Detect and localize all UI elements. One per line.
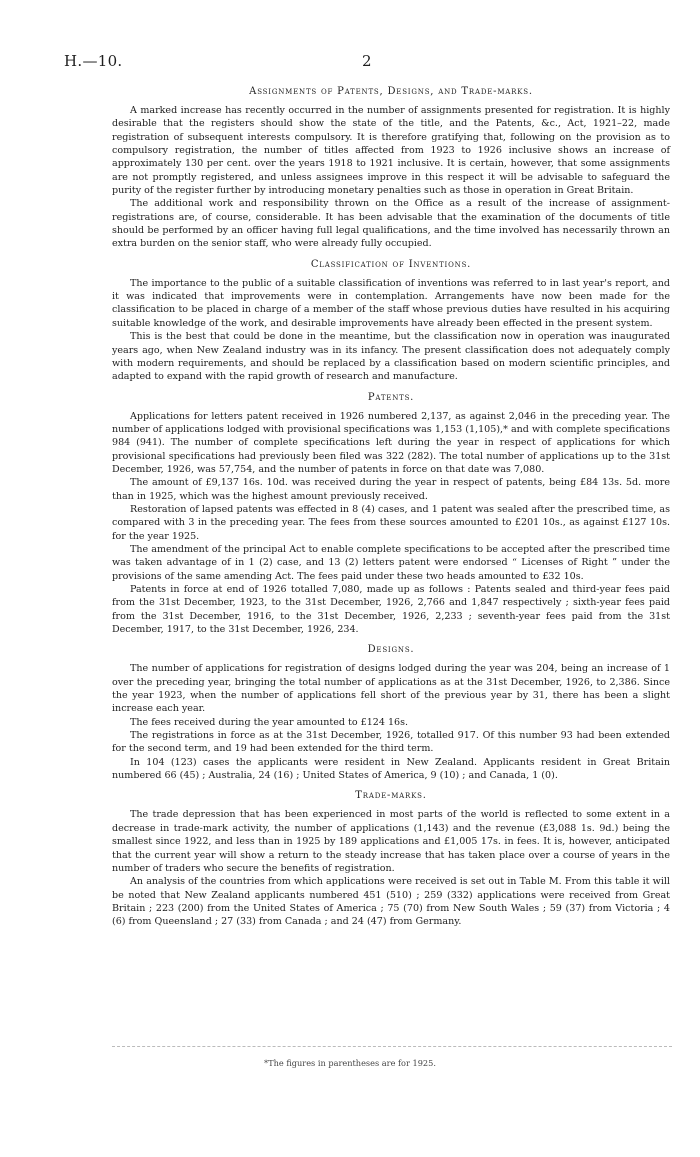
section-trade-marks — [112, 790, 670, 928]
paragraph: The number of applications for registration of designs lodged during the year was 204, being an increase of 1 over the preceding year, bringing the total number of applications as at the 31st December, 1926, to 2,386. Since the year 1923, when the number of applications fell short of the previous year by 31, there has been a slight increase each year. — [112, 663, 670, 715]
paragraph: The amount of £9,137 16s. 10d. was received during the year in respect of patents, being £84 13s. 5d. more than in 1925, which was the highest amount previously received. — [112, 477, 670, 502]
paragraph: Applications for letters patent received in 1926 numbered 2,137, as against 2,046 in the preceding year. The number of applications lodged with provisional specifications was 1,153 (1,105),* and with complete specifications 984 (941). The number of complete specifications left during the year in respect of applications for which provisional specifications had previously been filed was 322 (282). The total number of applications up to the 31st December, 1926, was 57,754, and the number of patents in force on that date was 7,080. — [112, 410, 670, 475]
section-heading: Trade-marks. — [355, 790, 427, 802]
section-designs — [112, 644, 670, 782]
paragraph: Patents in force at end of 1926 totalled 7,080, made up as follows : Patents sealed and third-year fees paid from the 31st December, 1923, to the 31st December, 1926, 2,766 and 1,847 respectively ; sixth-year fees paid from the 31st December, 1916, to the 31st December, 1926, 2,233 ; seventh-year fees paid from the 31st December, 1917, to the 31st December, 1926, 234. — [112, 584, 670, 636]
footnote-divider — [112, 1046, 672, 1047]
section-heading: Classification of Inventions. — [310, 258, 472, 270]
footnote: *The figures in parentheses are for 1925. — [264, 1058, 436, 1068]
paragraph: A marked increase has recently occurred in the number of assignments presented for registration. It is highly desirable that the registers should show the state of the title, and the Patents, &c., Act, 1921–22, made registration of subsequent interests compulsory. It is therefore gratifying that, following on the provision as to compulsory registration, the number of titles affected from 1923 to 1926 inclusive shows an increase of approximately 130 per cent. over the years 1918 to 1921 inclusive. It is certain, however, that some assignments are not promptly registered, and unless assignees improve in this respect it will be advisable to safeguard the purity of the register further by introducing monetary penalties such as those in operation in Great Britain. — [112, 105, 670, 197]
paragraph: The trade depression that has been experienced in most parts of the world is reflected to some extent in a decrease in trade-mark activity, the number of applications (1,143) and the revenue (£3,088 1s. 9d.) being the smallest since 1922, and less than in 1925 by 189 applications and £1,005 17s. in fees. It is, however, anticipated that the current year will show a return to the steady increase that has taken place over a course of years in the number of traders who secure the benefits of registration. — [112, 809, 670, 874]
section-classification — [112, 259, 670, 384]
paragraph: In 104 (123) cases the applicants were resident in New Zealand. Applicants resident in Great Britain numbered 66 (45) ; Australia, 24 (16) ; United States of America, 9 (10) ; and Canada, 1 (0). — [112, 756, 670, 782]
page-number: 2 — [362, 52, 372, 70]
paragraph: The registrations in force as at the 31st December, 1926, totalled 917. Of this number 93 had been extended for the second term, and 19 had been extended for the third term. — [112, 730, 670, 755]
section-heading: Designs. — [367, 644, 415, 656]
paragraph: The amendment of the principal Act to enable complete specifications to be accepted after the prescribed time was taken advantage of in 1 (2) case, and 13 (2) letters patent were endorsed “ Licenses of Right ” under the provisions of the same amending Act. The fees paid under these two heads amounted to £32 10s. — [112, 543, 670, 582]
paragraph: The additional work and responsibility thrown on the Office as a result of the increase of assignment-registrations are, of course, considerable. It has been advisable that the examination of the documents of title should be performed by an officer having full legal qualifications, and the time involved has necessarily thrown an extra burden on the senior staff, who were already fully occupied. — [112, 198, 670, 250]
section-assignments — [112, 86, 670, 251]
section-patents — [112, 392, 670, 637]
paragraph: The fees received during the year amounted to £124 16s. — [130, 716, 409, 728]
paragraph: The importance to the public of a suitable classification of inventions was referred to in last year's report, and it was indicated that improvements were in contemplation. Arrangements have now been made for the classification to be placed in charge of a member of the staff whose previous duties have resulted in his acquiring suitable knowledge of the work, and desirable improvements have already been effected in the present system. — [112, 277, 670, 329]
paragraph: An analysis of the countries from which applications were received is set out in Table M. From this table it will be noted that New Zealand applicants numbered 451 (510) ; 259 (332) applications were received from Great Britain ; 223 (200) from the United States of America ; 75 (70) from New South Wales ; 59 (37) from Victoria ; 4 (6) from Queensland ; 27 (33) from Canada ; and 24 (47) from Germany. — [112, 876, 670, 928]
paragraph: This is the best that could be done in the meantime, but the classification now in operation was inaugurated years ago, when New Zealand industry was in its infancy. The present classification does not adequately comply with modern requirements, and should be replaced by a classification based on modern scientific principles, and adapted to expand with the rapid growth of research and manufacture. — [112, 331, 670, 383]
section-heading: Patents. — [367, 391, 415, 403]
report-reference: H.—10. — [64, 52, 123, 70]
section-heading: Assignments of Patents, Designs, and Trade-marks. — [249, 86, 533, 97]
paragraph: Restoration of lapsed patents was effected in 8 (4) cases, and 1 patent was sealed after the prescribed time, as compared with 3 in the preceding year. The fees from these sources amounted to £201 10s., as against £127 10s. for the year 1925. — [112, 503, 670, 542]
